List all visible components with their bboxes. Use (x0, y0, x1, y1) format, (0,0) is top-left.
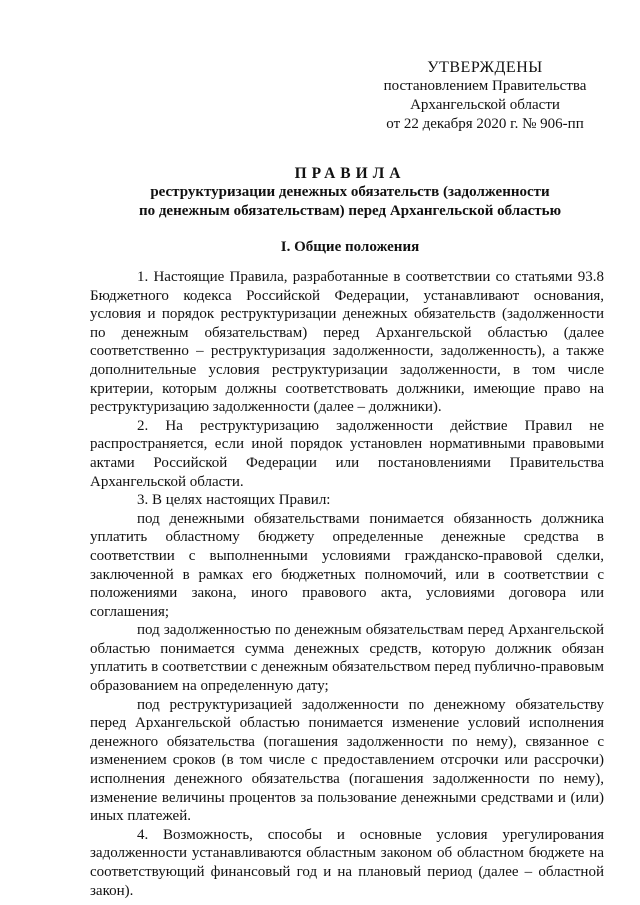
paragraph-3: 3. В целях настоящих Правил: (137, 492, 331, 509)
approval-stamp (360, 58, 610, 134)
document-body (90, 268, 604, 900)
paragraph-1: 1. Настоящие Правила, разработанные в соответствии со статьями 93.8 Бюджетного кодекса Российской Федерации, устанавливают основания, условия и порядок реструктуризации денежных обязательств (задолженности по денежным обязательствам) перед Архангельской областью (далее соответственно – реструктуризация задолженности, задолженность), а также дополнительные условия реструктуризации задолженности, в том числе критерии, которым должны соответствовать должники, имеющие право на реструктуризацию задолженности (далее – должники). (90, 269, 604, 416)
document-subtitle-line-2: по денежным обязательствам) перед Архангельской областью (138, 203, 562, 219)
paragraph-2: 2. На реструктуризацию задолженности действие Правил не распространяется, если иной порядок установлен нормативными правовыми актами Российской Федерации или постановлениями Правительства Архангельской области. (90, 417, 604, 490)
document-title-block (90, 164, 610, 221)
approval-region-line: Архангельской области (410, 97, 560, 113)
section-heading: I. Общие положения (280, 239, 420, 255)
approval-title: УТВЕРЖДЕНЫ (427, 59, 543, 76)
approval-resolution-line: постановлением Правительства (383, 78, 587, 94)
definition-restructuring: под реструктуризацией задолженности по денежному обязательству перед Архангельской областью понимается изменение условий исполнения денежного обязательства (погашения задолженности по нему), связанное с изменением сроков (в том числе с предоставлением отсрочки или рассрочки) исполнения денежного обязательства (погашения задолженности по нему), изменение величины процентов за пользование денежными средствами и (или) иных платежей. (90, 696, 604, 825)
paragraph-4: 4. Возможность, способы и основные условия урегулирования задолженности устанавливаются областным законом об областном бюджете на соответствующий финансовый год и на плановый период (далее – областной закон). (90, 826, 604, 899)
definition-debt: под задолженностью по денежным обязательствам перед Архангельской областью понимается сумма денежных средств, которую должник обязан уплатить в соответствии с денежным обязательством перед публично-правовым образованием на определенную дату; (90, 622, 604, 695)
definition-monetary-obligations: под денежными обязательствами понимается обязанность должника уплатить областному бюджету определенные денежные средства в соответствии с выполненными условиями гражданско-правовой сделки, заключенной в рамках его бюджетных полномочий, или в соответствии с положениями закона, иного правового акта, условиями договора или соглашения; (90, 510, 604, 620)
approval-date-number: от 22 декабря 2020 г. № 906-пп (386, 116, 584, 132)
document-subtitle-line-1: реструктуризации денежных обязательств (задолженности (150, 184, 550, 200)
document-title: ПРАВИЛА (294, 165, 406, 182)
